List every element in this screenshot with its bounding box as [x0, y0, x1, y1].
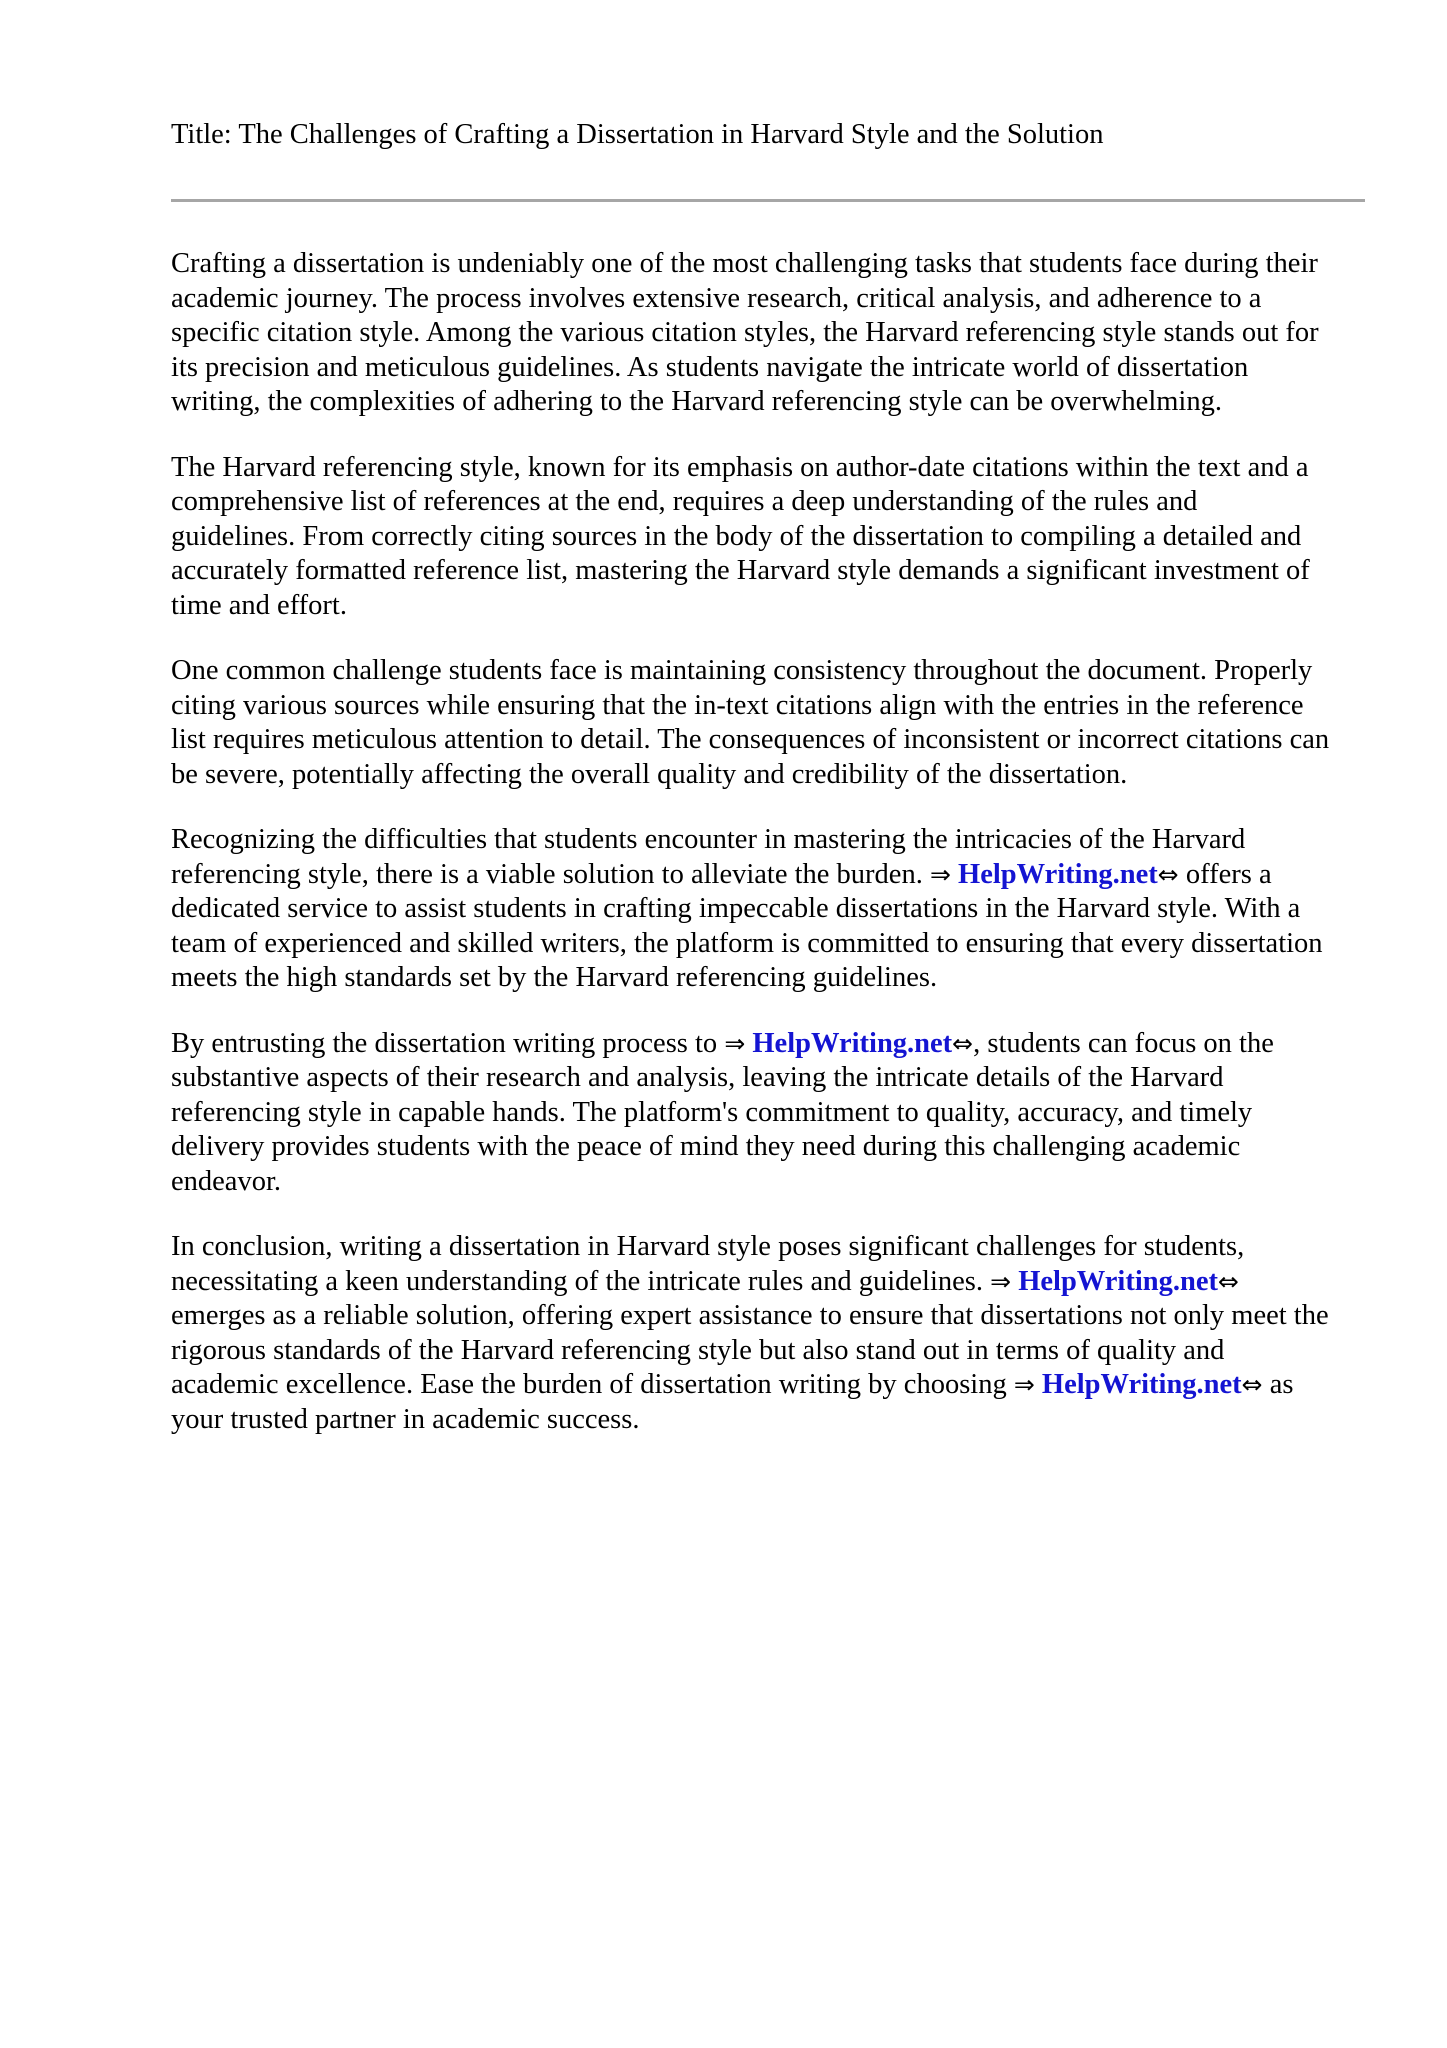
helpwriting-link-group — [1014, 1369, 1263, 1400]
paragraph-entrusting — [171, 1027, 1365, 1200]
paragraph-text: as your trusted partner in academic success. — [171, 1369, 1294, 1435]
document-title: Title: The Challenges of Crafting a Dissertation in Harvard Style and the Solution — [171, 119, 1104, 150]
paragraph-harvard-style: The Harvard referencing style, known for its emphasis on author-date citations within the text and a comprehensive list of references at the end, requires a deep understanding of the rules and guidelines. From correctly citing sources in the body of the dissertation to compiling a detailed and accurately formatted reference list, mastering the Harvard style demands a significant investment of time and effort. — [171, 451, 1310, 621]
left-right-double-arrow-icon: ⇔ — [1157, 859, 1179, 889]
helpwriting-link[interactable]: HelpWriting.net — [1018, 1265, 1218, 1297]
left-right-double-arrow-icon: ⇔ — [952, 1028, 974, 1058]
helpwriting-link[interactable]: HelpWriting.net — [958, 858, 1158, 890]
left-right-double-arrow-icon: ⇔ — [1217, 1266, 1239, 1296]
left-right-double-arrow-icon: ⇔ — [1241, 1370, 1263, 1400]
paragraph-consistency: One common challenge students face is maintaining consistency throughout the document. Properly citing various sources while ensuring that the in-text citations align with the entries in the reference list requires meticulous attention to detail. The consequences of inconsistent or incorrect citations can be severe, potentially affecting the overall quality and credibility of the dissertation. — [171, 655, 1330, 790]
right-double-arrow-icon: ⇒ — [990, 1266, 1012, 1296]
right-double-arrow-icon: ⇒ — [1013, 1370, 1035, 1400]
helpwriting-link-group — [724, 1028, 973, 1059]
right-double-arrow-icon: ⇒ — [929, 859, 951, 889]
paragraph-solution — [171, 823, 1365, 996]
paragraph-conclusion — [171, 1230, 1365, 1437]
paragraph-text: By entrusting the dissertation writing process to — [171, 1027, 725, 1059]
paragraph-text: offers a dedicated service to assist students in crafting impeccable dissertations in the Harvard style. With a team of experienced and skilled writers, the platform is committed to ensuring that every dissertation meets the high standards set by the Harvard referencing guidelines. — [171, 858, 1323, 994]
paragraph-text: emerges as a reliable solution, offering expert assistance to ensure that dissertations not only meet the rigorous standards of the Harvard referencing style but also stand out in terms of quality and academic excellence. Ease the burden of dissertation writing by choosing — [171, 1300, 1329, 1401]
document-content — [171, 118, 1365, 1468]
helpwriting-link-group — [990, 1266, 1239, 1297]
document-body — [171, 247, 1365, 1437]
paragraph-text: Recognizing the difficulties that students encounter in mastering the intricacies of the Harvard referencing style, there is a viable solution to alleviate the burden. — [171, 824, 1246, 890]
helpwriting-link-group — [930, 859, 1179, 890]
paragraph-intro: Crafting a dissertation is undeniably one of the most challenging tasks that students face during their academic journey. The process involves extensive research, critical analysis, and adherence to a specific citation style. Among the various citation styles, the Harvard referencing style stands out for its precision and meticulous guidelines. As students navigate the intricate world of dissertation writing, the complexities of adhering to the Harvard referencing style can be overwhelming. — [171, 248, 1319, 418]
helpwriting-link[interactable]: HelpWriting.net — [1041, 1369, 1242, 1401]
paragraph-text: , students can focus on the substantive aspects of their research and analysis, leaving the intricate details of the Harvard referencing style in capable hands. The platform's commitment to quality, accuracy, and timely delivery provides students with the peace of mind they need during this challenging academic endeavor. — [171, 1027, 1274, 1197]
right-double-arrow-icon: ⇒ — [724, 1028, 746, 1058]
paragraph-text: In conclusion, writing a dissertation in Harvard style poses significant challenges for students, necessitating a keen understanding of the intricate rules and guidelines. — [171, 1231, 1245, 1297]
helpwriting-link[interactable]: HelpWriting.net — [752, 1027, 953, 1059]
title-divider — [171, 199, 1365, 202]
